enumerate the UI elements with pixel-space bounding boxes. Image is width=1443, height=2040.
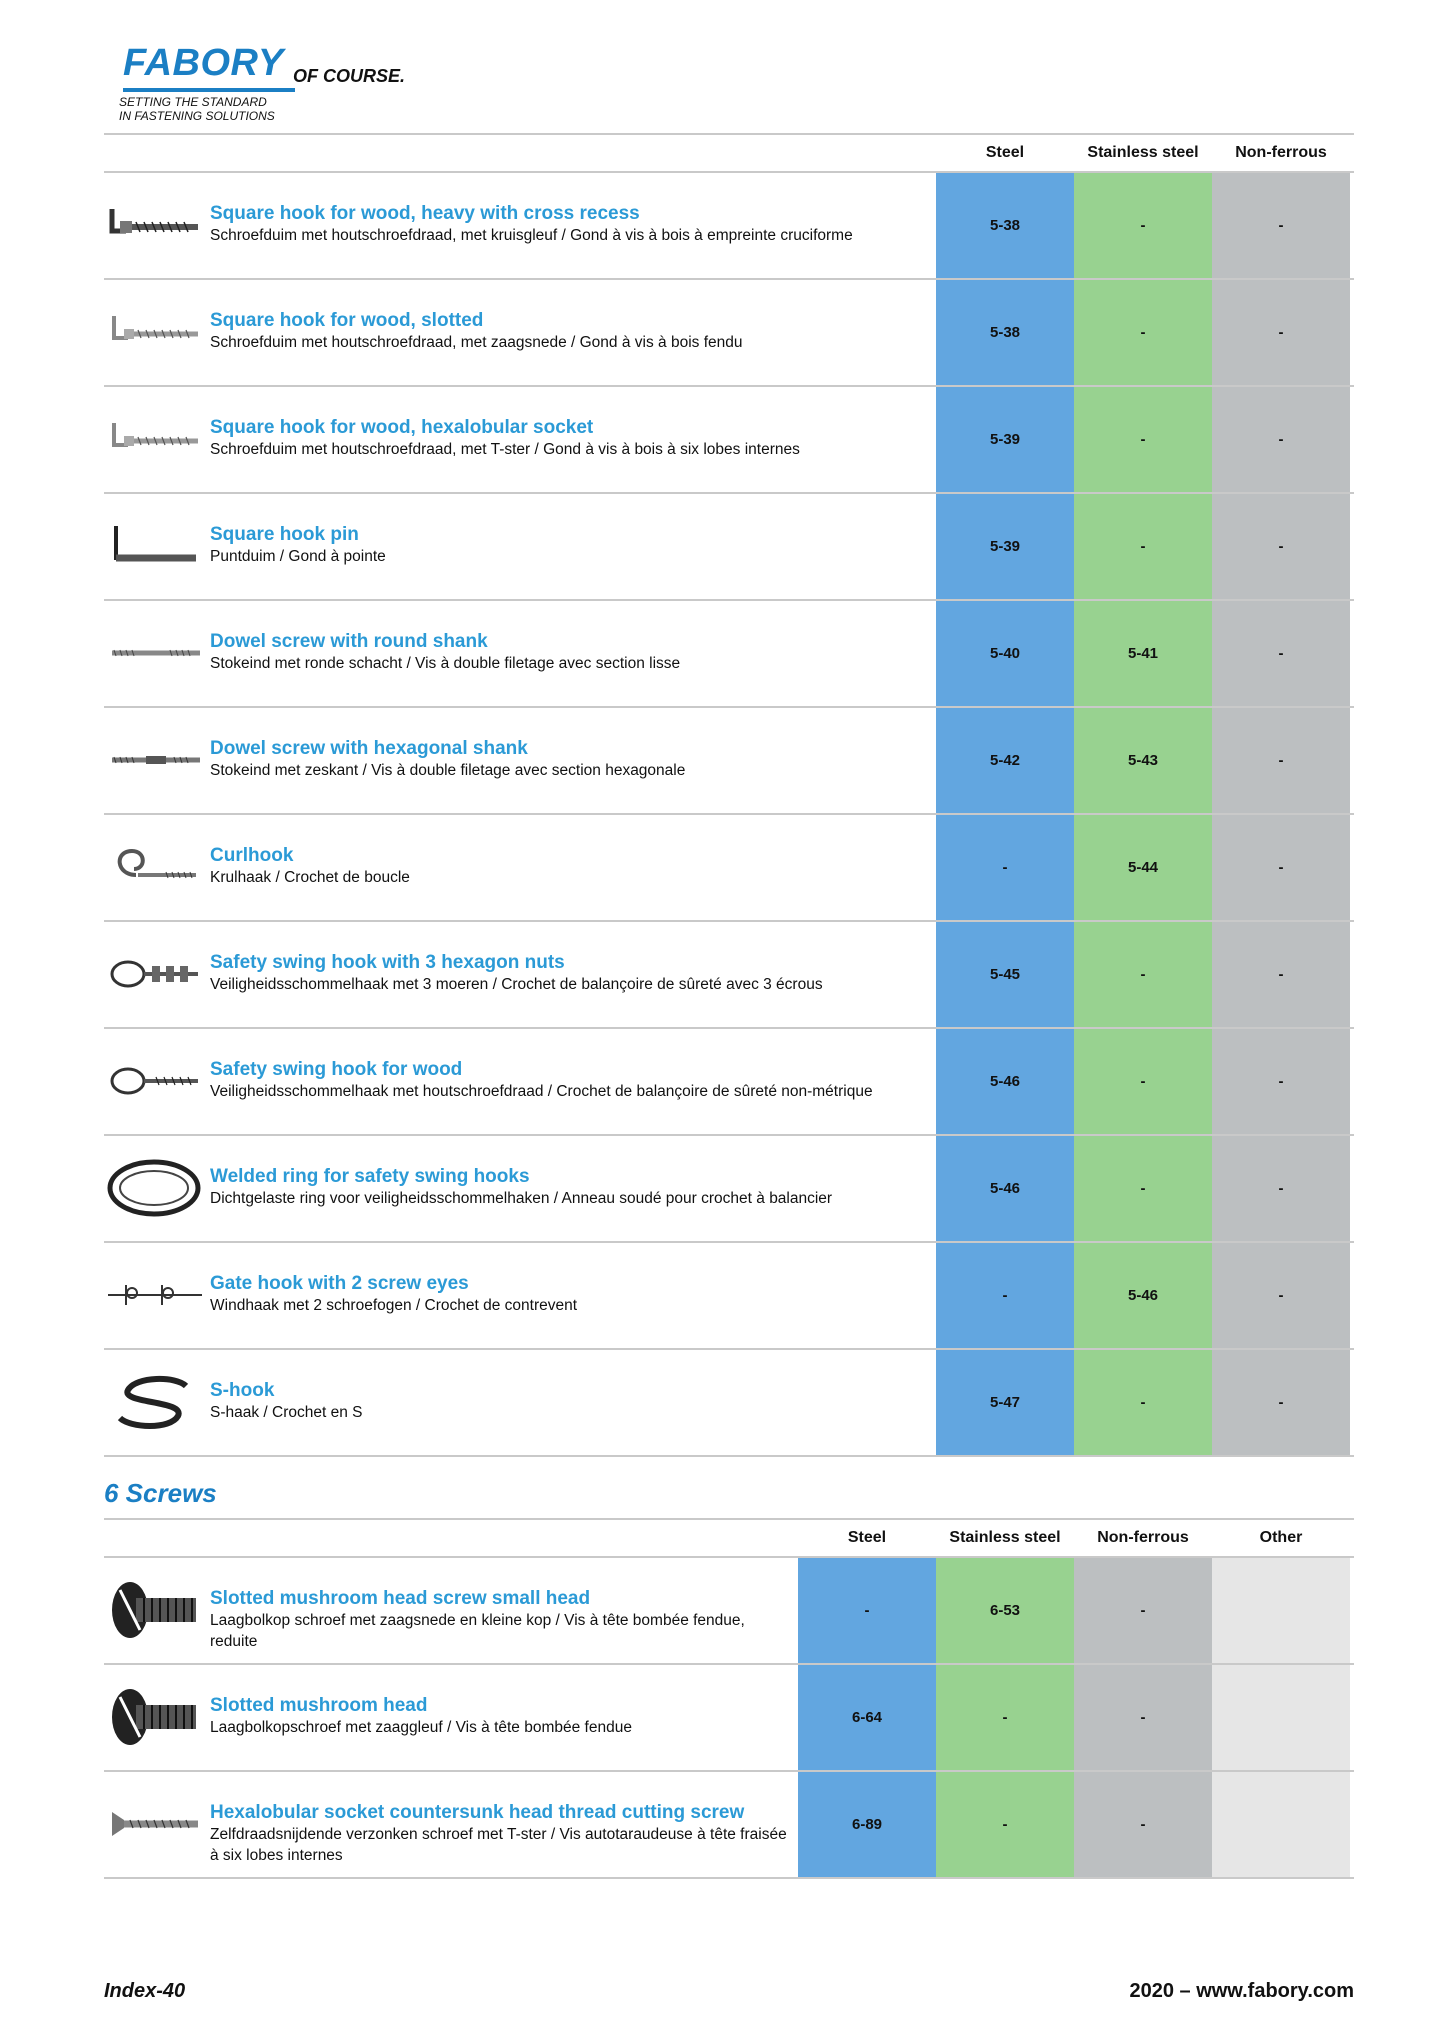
table-row (104, 815, 1354, 922)
table-row (104, 173, 1354, 280)
cell-other (1212, 1665, 1350, 1770)
product-title: Slotted mushroom head screw small head (210, 1588, 591, 1609)
table-row (104, 494, 1354, 601)
cell-stainless-steel: - (1074, 1136, 1212, 1241)
product-title: Gate hook with 2 screw eyes (210, 1273, 469, 1294)
square-hook-heavy-icon (106, 195, 204, 255)
product-title: Hexalobular socket countersunk head thread cutting screw (210, 1802, 745, 1823)
table-row (104, 1243, 1354, 1350)
dowel-screw-hexagonal-icon (106, 730, 204, 790)
product-title: S-hook (210, 1380, 275, 1401)
table-header-row (104, 133, 1354, 173)
safety-swing-hook-wood-icon (106, 1051, 204, 1111)
dowel-screw-round-icon (106, 623, 204, 683)
square-hook-hexalobular-icon (106, 409, 204, 469)
cell-steel: 6-89 (798, 1772, 936, 1877)
product-description: Laagbolkop schroef met zaagsnede en kleine kop / Vis à tête bombée fendue, reduite (210, 1612, 745, 1650)
cell-non-ferrous: - (1212, 494, 1350, 599)
cell-steel: 5-38 (936, 280, 1074, 385)
cell-non-ferrous: - (1212, 1029, 1350, 1134)
square-hook-slotted-icon (106, 302, 204, 362)
product-text (210, 1059, 930, 1102)
welded-ring-icon (106, 1158, 204, 1218)
cell-stainless-steel: 5-43 (1074, 708, 1212, 813)
cell-non-ferrous: - (1074, 1772, 1212, 1877)
cell-steel: 5-39 (936, 387, 1074, 492)
page-number: Index-40 (104, 1980, 186, 2002)
cell-non-ferrous: - (1074, 1558, 1212, 1663)
product-title: Dowel screw with round shank (210, 631, 488, 652)
product-title: Square hook for wood, slotted (210, 310, 484, 331)
logo-tagline-1: SETTING THE STANDARD (119, 95, 267, 109)
cell-steel: 5-45 (936, 922, 1074, 1027)
cell-steel: 5-42 (936, 708, 1074, 813)
cell-non-ferrous: - (1212, 601, 1350, 706)
product-description: Schroefduim met houtschroefdraad, met T-ster / Gond à vis à bois à six lobes internes (210, 441, 800, 458)
curlhook-icon (106, 837, 204, 897)
cell-non-ferrous: - (1212, 1350, 1350, 1455)
header-stainless-steel: Stainless steel (949, 1529, 1061, 1546)
product-text (210, 1380, 930, 1423)
header-non-ferrous: Non-ferrous (1097, 1529, 1189, 1546)
table-row (104, 1665, 1354, 1772)
product-title: Safety swing hook for wood (210, 1059, 463, 1080)
logo-tagline-2: IN FASTENING SOLUTIONS (119, 109, 275, 123)
cell-steel: - (936, 815, 1074, 920)
cell-stainless-steel: - (1074, 280, 1212, 385)
product-title: Welded ring for safety swing hooks (210, 1166, 530, 1187)
table-row (104, 280, 1354, 387)
table-row (104, 708, 1354, 815)
s-hook-icon (106, 1372, 204, 1432)
product-title: Square hook for wood, heavy with cross recess (210, 203, 640, 224)
cell-steel: - (936, 1243, 1074, 1348)
header-non-ferrous: Non-ferrous (1235, 144, 1327, 161)
product-title: Square hook for wood, hexalobular socket (210, 417, 594, 438)
cell-steel: 5-39 (936, 494, 1074, 599)
product-text (210, 203, 930, 246)
product-title: Curlhook (210, 845, 294, 866)
cell-stainless-steel: - (1074, 494, 1212, 599)
product-text (210, 1273, 930, 1316)
cell-non-ferrous: - (1074, 1665, 1212, 1770)
cell-non-ferrous: - (1212, 387, 1350, 492)
square-hook-pin-icon (106, 516, 204, 576)
table-row (104, 1136, 1354, 1243)
cell-stainless-steel: - (936, 1772, 1074, 1877)
cell-steel: 5-38 (936, 173, 1074, 278)
cell-stainless-steel: 6-53 (936, 1558, 1074, 1663)
cell-stainless-steel: - (1074, 387, 1212, 492)
cell-non-ferrous: - (1212, 922, 1350, 1027)
mushroom-head-small-icon (106, 1580, 204, 1640)
cell-stainless-steel: - (1074, 1350, 1212, 1455)
product-title: Slotted mushroom head (210, 1695, 428, 1716)
cell-stainless-steel: 5-44 (1074, 815, 1212, 920)
product-description: Stokeind met zeskant / Vis à double filetage avec section hexagonale (210, 762, 686, 779)
product-description: Puntduim / Gond à pointe (210, 548, 386, 565)
mushroom-head-icon (106, 1687, 204, 1747)
cell-steel: 5-47 (936, 1350, 1074, 1455)
safety-swing-hook-nuts-icon (106, 944, 204, 1004)
product-title: Dowel screw with hexagonal shank (210, 738, 528, 759)
product-text (210, 1166, 930, 1209)
product-text (210, 845, 930, 888)
cell-non-ferrous: - (1212, 708, 1350, 813)
table-row (104, 1558, 1354, 1665)
table-row (104, 1772, 1354, 1879)
countersunk-screw-icon (106, 1794, 204, 1854)
fastener-table-hooks (104, 133, 1354, 1457)
product-title: Safety swing hook with 3 hexagon nuts (210, 952, 565, 973)
header-steel: Steel (847, 1529, 887, 1546)
cell-steel: 5-46 (936, 1029, 1074, 1134)
product-description: Windhaak met 2 schroefogen / Crochet de contrevent (210, 1297, 578, 1314)
header-other: Other (1259, 1529, 1303, 1546)
cell-non-ferrous: - (1212, 815, 1350, 920)
logo-brand: FABORY (123, 42, 284, 84)
product-text (210, 738, 930, 781)
cell-stainless-steel: - (936, 1665, 1074, 1770)
logo-suffix: OF COURSE. (293, 66, 406, 86)
product-description: S-haak / Crochet en S (210, 1404, 363, 1421)
cell-non-ferrous: - (1212, 1243, 1350, 1348)
product-description: Dichtgelaste ring voor veiligheidsschommelhaken / Anneau soudé pour crochet à balancier (210, 1190, 833, 1207)
logo-underline (123, 88, 295, 92)
table-row (104, 922, 1354, 1029)
section-title-screws: 6 Screws (104, 1478, 217, 1508)
product-description: Veiligheidsschommelhaak met houtschroefdraad / Crochet de balançoire de sûreté non-métrique (210, 1083, 873, 1100)
cell-stainless-steel: 5-46 (1074, 1243, 1212, 1348)
cell-other (1212, 1558, 1350, 1663)
cell-stainless-steel: - (1074, 922, 1212, 1027)
product-description: Zelfdraadsnijdende verzonken schroef met T-ster / Vis autotaraudeuse à tête fraisée à six lobes internes (210, 1826, 787, 1864)
product-text (210, 1588, 790, 1652)
cell-steel: 6-64 (798, 1665, 936, 1770)
product-text (210, 310, 930, 353)
product-description: Schroefduim met houtschroefdraad, met kruisgleuf / Gond à vis à bois à empreinte cruciforme (210, 227, 853, 244)
cell-stainless-steel: - (1074, 1029, 1212, 1134)
product-text (210, 1695, 790, 1738)
product-text (210, 952, 930, 995)
table-header-row (104, 1518, 1354, 1558)
header-steel: Steel (985, 144, 1025, 161)
cell-steel: - (798, 1558, 936, 1663)
product-title: Square hook pin (210, 524, 359, 545)
product-description: Stokeind met ronde schacht / Vis à double filetage avec section lisse (210, 655, 681, 672)
cell-stainless-steel: - (1074, 173, 1212, 278)
product-description: Krulhaak / Crochet de boucle (210, 869, 410, 886)
cell-non-ferrous: - (1212, 280, 1350, 385)
logo-tagline (119, 95, 275, 123)
fabory-logo (115, 42, 435, 132)
product-text (210, 417, 930, 460)
table-row (104, 1029, 1354, 1136)
table-row (104, 601, 1354, 708)
cell-non-ferrous: - (1212, 173, 1350, 278)
cell-non-ferrous: - (1212, 1136, 1350, 1241)
cell-stainless-steel: 5-41 (1074, 601, 1212, 706)
header-stainless-steel: Stainless steel (1087, 144, 1199, 161)
gate-hook-icon (106, 1265, 204, 1325)
product-description: Veiligheidsschommelhaak met 3 moeren / Crochet de balançoire de sûreté avec 3 écrous (210, 976, 823, 993)
cell-steel: 5-40 (936, 601, 1074, 706)
cell-other (1212, 1772, 1350, 1877)
footer-website: 2020 – www.fabory.com (1129, 1980, 1354, 2002)
product-description: Schroefduim met houtschroefdraad, met zaagsnede / Gond à vis à bois fendu (210, 334, 743, 351)
product-text (210, 631, 930, 674)
product-description: Laagbolkopschroef met zaaggleuf / Vis à tête bombée fendue (210, 1719, 632, 1736)
product-text (210, 524, 930, 567)
cell-steel: 5-46 (936, 1136, 1074, 1241)
fastener-table-screws (104, 1518, 1354, 1879)
table-row (104, 387, 1354, 494)
product-text (210, 1802, 790, 1866)
table-row (104, 1350, 1354, 1457)
